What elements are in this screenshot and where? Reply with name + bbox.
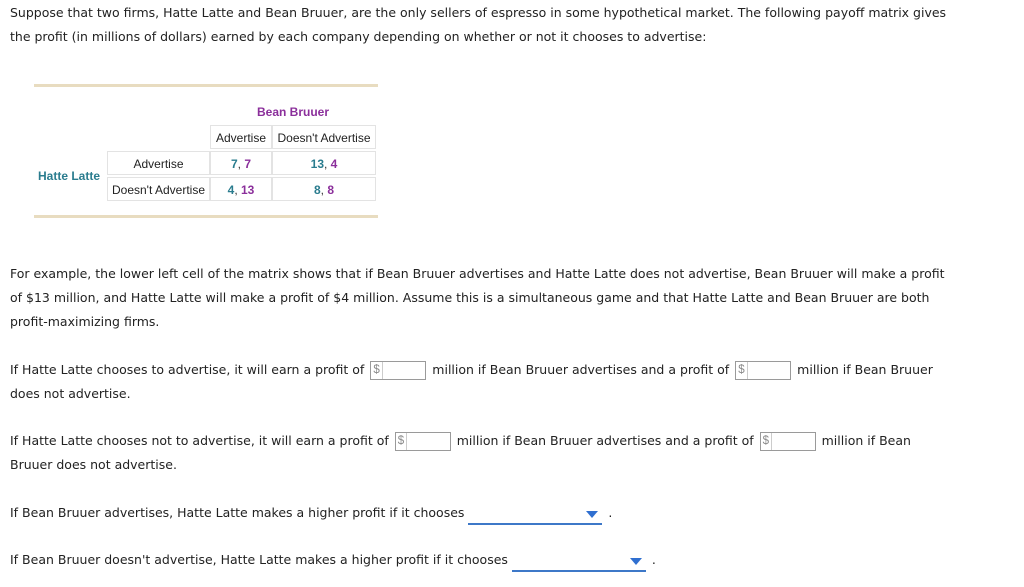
example-line-3: profit-maximizing firms. (10, 314, 160, 329)
column-payoff: 13 (241, 183, 255, 197)
question-text: If Hatte Latte chooses not to advertise, it will earn a profit of (10, 433, 389, 448)
profit-input-advertise-if-bb-not-advertise[interactable] (735, 361, 791, 380)
sentence-period: . (608, 505, 613, 520)
example-line-1: For example, the lower left cell of the matrix shows that if Bean Bruuer advertises and Hatte Latte does not advertise, Bean Bruuer will make a profit (10, 266, 945, 281)
payoff-cell (272, 151, 376, 175)
row-payoff: 7 (230, 157, 238, 171)
choice-dropdown-bb-advertises[interactable] (468, 505, 602, 525)
question-text: If Hatte Latte chooses to advertise, it will earn a profit of (10, 362, 365, 377)
question-text: If Bean Bruuer advertises, Hatte Latte makes a higher profit if it chooses (10, 505, 465, 520)
payoff-cell (210, 177, 272, 201)
dollar-sign-prefix: $ (738, 362, 747, 379)
intro-line-1: Suppose that two firms, Hatte Latte and Bean Bruuer, are the only sellers of espresso in some hypothetical market. The following payoff matrix gives (10, 5, 947, 20)
column-payoff: 4 (330, 157, 338, 171)
payoff-separator: , (237, 157, 245, 171)
question-text: If Bean Bruuer doesn't advertise, Hatte Latte makes a higher profit if it chooses (10, 552, 508, 567)
column-payoff: 7 (244, 157, 252, 171)
profit-text-field[interactable] (748, 362, 792, 379)
question-text: Bruuer does not advertise. (10, 457, 177, 472)
example-paragraph (10, 262, 945, 334)
question-advertise-profit (10, 358, 933, 406)
intro-paragraph (10, 1, 946, 49)
row-payoff: 4 (227, 183, 235, 197)
question-text: million if Bean Bruuer (797, 362, 933, 377)
payoff-cell (272, 177, 376, 201)
row-player-label: Hatte Latte (37, 169, 100, 183)
matrix-bottom-rule (34, 215, 378, 218)
question-not-advertise-profit (10, 429, 911, 477)
payoff-cell (210, 151, 272, 175)
payoff-separator: , (320, 183, 328, 197)
question-bb-advertises-choice (10, 501, 612, 525)
dollar-sign-prefix: $ (373, 362, 382, 379)
column-header-doesnt-advertise: Doesn't Advertise (272, 125, 376, 149)
intro-line-2: the profit (in millions of dollars) earned by each company depending on whether or not it chooses to advertise: (10, 29, 707, 44)
chevron-down-icon (586, 511, 598, 518)
question-text: million if Bean Bruuer advertises and a profit of (432, 362, 730, 377)
payoff-separator: , (324, 157, 331, 171)
row-header-doesnt-advertise: Doesn't Advertise (107, 177, 210, 201)
sentence-period: . (651, 552, 656, 567)
column-header-advertise: Advertise (210, 125, 272, 149)
dollar-sign-prefix: $ (763, 433, 772, 450)
question-text: does not advertise. (10, 386, 131, 401)
row-payoff: 13 (310, 157, 324, 171)
question-text: million if Bean Bruuer advertises and a profit of (456, 433, 754, 448)
profit-input-not-advertise-if-bb-not-advertise[interactable] (760, 432, 816, 451)
chevron-down-icon (630, 558, 642, 565)
choice-dropdown-bb-not-advertise[interactable] (512, 552, 646, 572)
column-payoff: 8 (327, 183, 335, 197)
profit-text-field[interactable] (773, 433, 817, 450)
question-bb-not-advertise-choice (10, 548, 656, 572)
profit-text-field[interactable] (408, 433, 452, 450)
dollar-sign-prefix: $ (398, 433, 407, 450)
profit-input-advertise-if-bb-advertises[interactable] (370, 361, 426, 380)
payoff-separator: , (234, 183, 241, 197)
profit-text-field[interactable] (383, 362, 427, 379)
row-header-advertise: Advertise (107, 151, 210, 175)
profit-input-not-advertise-if-bb-advertises[interactable] (395, 432, 451, 451)
row-payoff: 8 (313, 183, 321, 197)
question-line (10, 358, 933, 382)
example-line-2: of $13 million, and Hatte Latte will make a profit of $4 million. Assume this is a simultaneous game and that Hatte Latte and Bean Bruuer are both (10, 290, 930, 305)
column-player-label: Bean Bruuer (256, 105, 330, 119)
matrix-top-rule (34, 84, 378, 87)
question-text: million if Bean (821, 433, 911, 448)
question-line (10, 429, 911, 453)
